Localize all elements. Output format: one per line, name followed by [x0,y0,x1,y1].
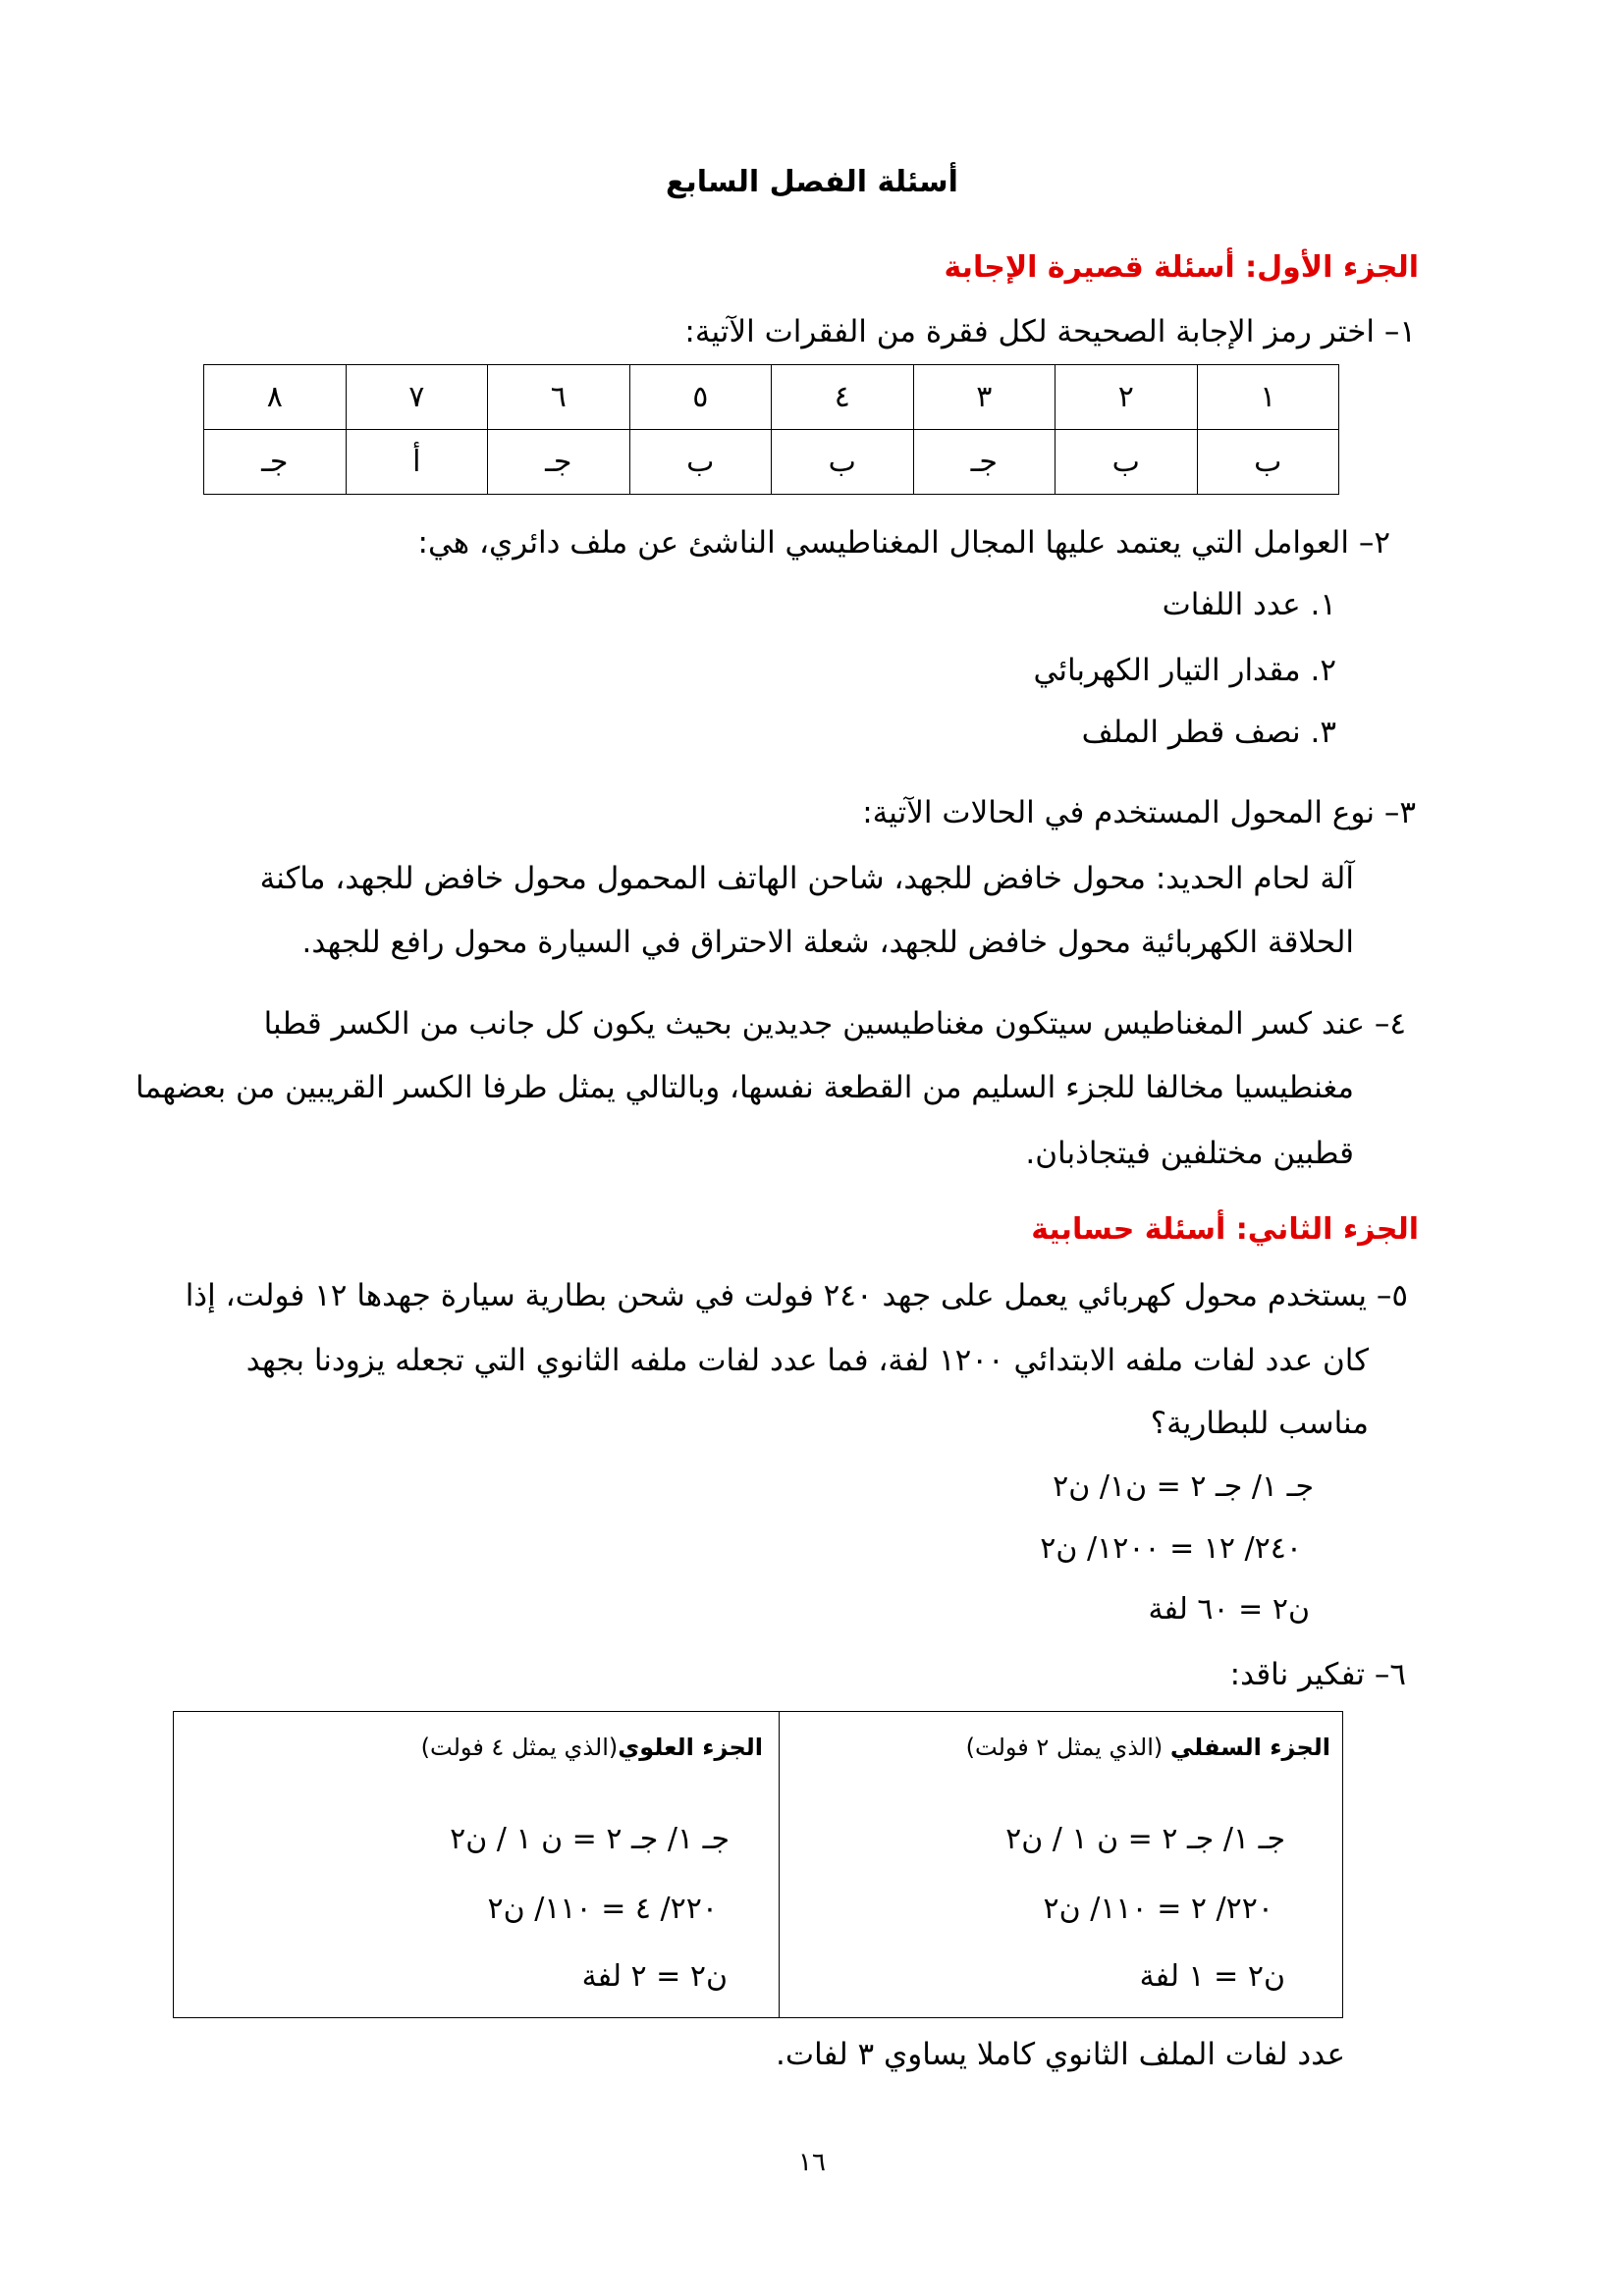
q5-equation-2: ٢٤٠/ ١٢ = ١٢٠٠/ ن٢ [1040,1531,1302,1566]
lower-part-heading [966,1734,1330,1761]
table-cell: ٨ [204,365,347,430]
list-item: ٢. مقدار التيار الكهربائي [1033,653,1336,688]
table-cell: ٣ [913,365,1056,430]
page-title: أسئلة الفصل السابع [666,165,958,199]
table-cell: ٢ [1056,365,1198,430]
upper-part-column [174,1712,779,2017]
q6-conclusion: عدد لفات الملف الثانوي كاملا يساوي ٣ لفات. [776,2037,1345,2072]
lower-heading-rest: (الذي يمثل ٢ فولت) [965,1734,1170,1761]
q3-text: ٣– نوع المحول المستخدم في الحالات الآتية: [862,795,1416,830]
table-cell: ب [772,430,914,495]
table-cell: ب [1056,430,1198,495]
part1-heading: الجزء الأول: أسئلة قصيرة الإجابة [944,250,1419,285]
table-cell: ب [629,430,772,495]
q3-line2: الحلاقة الكهربائية محول خافض للجهد، شعلة الاحتراق في السيارة محول رافع للجهد. [301,925,1354,960]
q5-equation-3: ن٢ = ٦٠ لفة [1148,1592,1310,1627]
part2-heading: الجزء الثاني: أسئلة حسابية [1031,1212,1419,1247]
q4-line1: ٤– عند كسر المغناطيس سيتكون مغناطيسين جديدين بحيث يكون كل جانب من الكسر قطبا [263,1006,1406,1041]
q4-line3: قطبين مختلفين فيتجاذبان. [1025,1136,1354,1171]
q2-text: ٢– العوامل التي يعتمد عليها المجال المغناطيسي الناشئ عن ملف دائري، هي: [417,525,1390,561]
table-cell: أ [346,430,488,495]
q5-line2: كان عدد لفات ملفه الابتدائي ١٢٠٠ لفة، فما عدد لفات ملفه الثانوي التي تجعله يزودنا بجهد [245,1343,1369,1378]
table-cell: جـ [204,430,347,495]
table-cell: ٥ [629,365,772,430]
q6-text: ٦– تفكير ناقد: [1229,1657,1406,1692]
table-cell: جـ [913,430,1056,495]
lower-equation-3: ن٢ = ١ لفة [1139,1959,1285,1994]
upper-equation-3: ن٢ = ٢ لفة [581,1959,728,1994]
table-cell: ٦ [488,365,630,430]
list-item: ١. عدد اللفات [1162,587,1336,622]
page-number: ١٦ [798,2148,826,2177]
table-cell: ب [1197,430,1339,495]
critical-thinking-box [173,1711,1343,2018]
table-row [204,430,1339,495]
q5-line3: مناسب للبطارية؟ [1150,1406,1369,1441]
table-cell: ٧ [346,365,488,430]
lower-heading-bold: الجزء السفلي [1169,1734,1330,1761]
upper-part-heading [421,1734,763,1761]
q5-line1: ٥– يستخدم محول كهربائي يعمل على جهد ٢٤٠ فولت في شحن بطارية سيارة جهدها ١٢ فولت، إذا [185,1278,1408,1313]
lower-part-column [779,1712,1342,2017]
table-row [204,365,1339,430]
table-cell: جـ [488,430,630,495]
upper-heading-bold: الجزء العلوي [618,1734,763,1761]
lower-equation-1: جـ ١/ جـ ٢ = ن ١ / ن٢ [1005,1822,1285,1856]
answer-table [203,364,1339,495]
q1-text: ١– اختر رمز الإجابة الصحيحة لكل فقرة من الفقرات الآتية: [684,314,1416,349]
list-item: ٣. نصف قطر الملف [1081,715,1336,750]
lower-equation-2: ٢٢٠/ ٢ = ١١٠/ ن٢ [1043,1892,1273,1926]
upper-equation-2: ٢٢٠/ ٤ = ١١٠/ ن٢ [487,1892,718,1926]
table-cell: ٤ [772,365,914,430]
upper-heading-rest: (الذي يمثل ٤ فولت) [420,1734,619,1761]
upper-equation-1: جـ ١/ جـ ٢ = ن ١ / ن٢ [450,1822,730,1856]
q3-line1: آلة لحام الحديد: محول خافض للجهد، شاحن الهاتف المحمول محول خافض للجهد، ماكنة [259,861,1354,896]
q4-line2: مغنطيسيا مخالفا للجزء السليم من القطعة نفسها، وبالتالي يمثل طرفا الكسر القريبين من بعضهما [135,1070,1354,1105]
table-cell: ١ [1197,365,1339,430]
q5-equation-1: جـ ١/ جـ ٢ = ن١/ ن٢ [1053,1469,1314,1504]
